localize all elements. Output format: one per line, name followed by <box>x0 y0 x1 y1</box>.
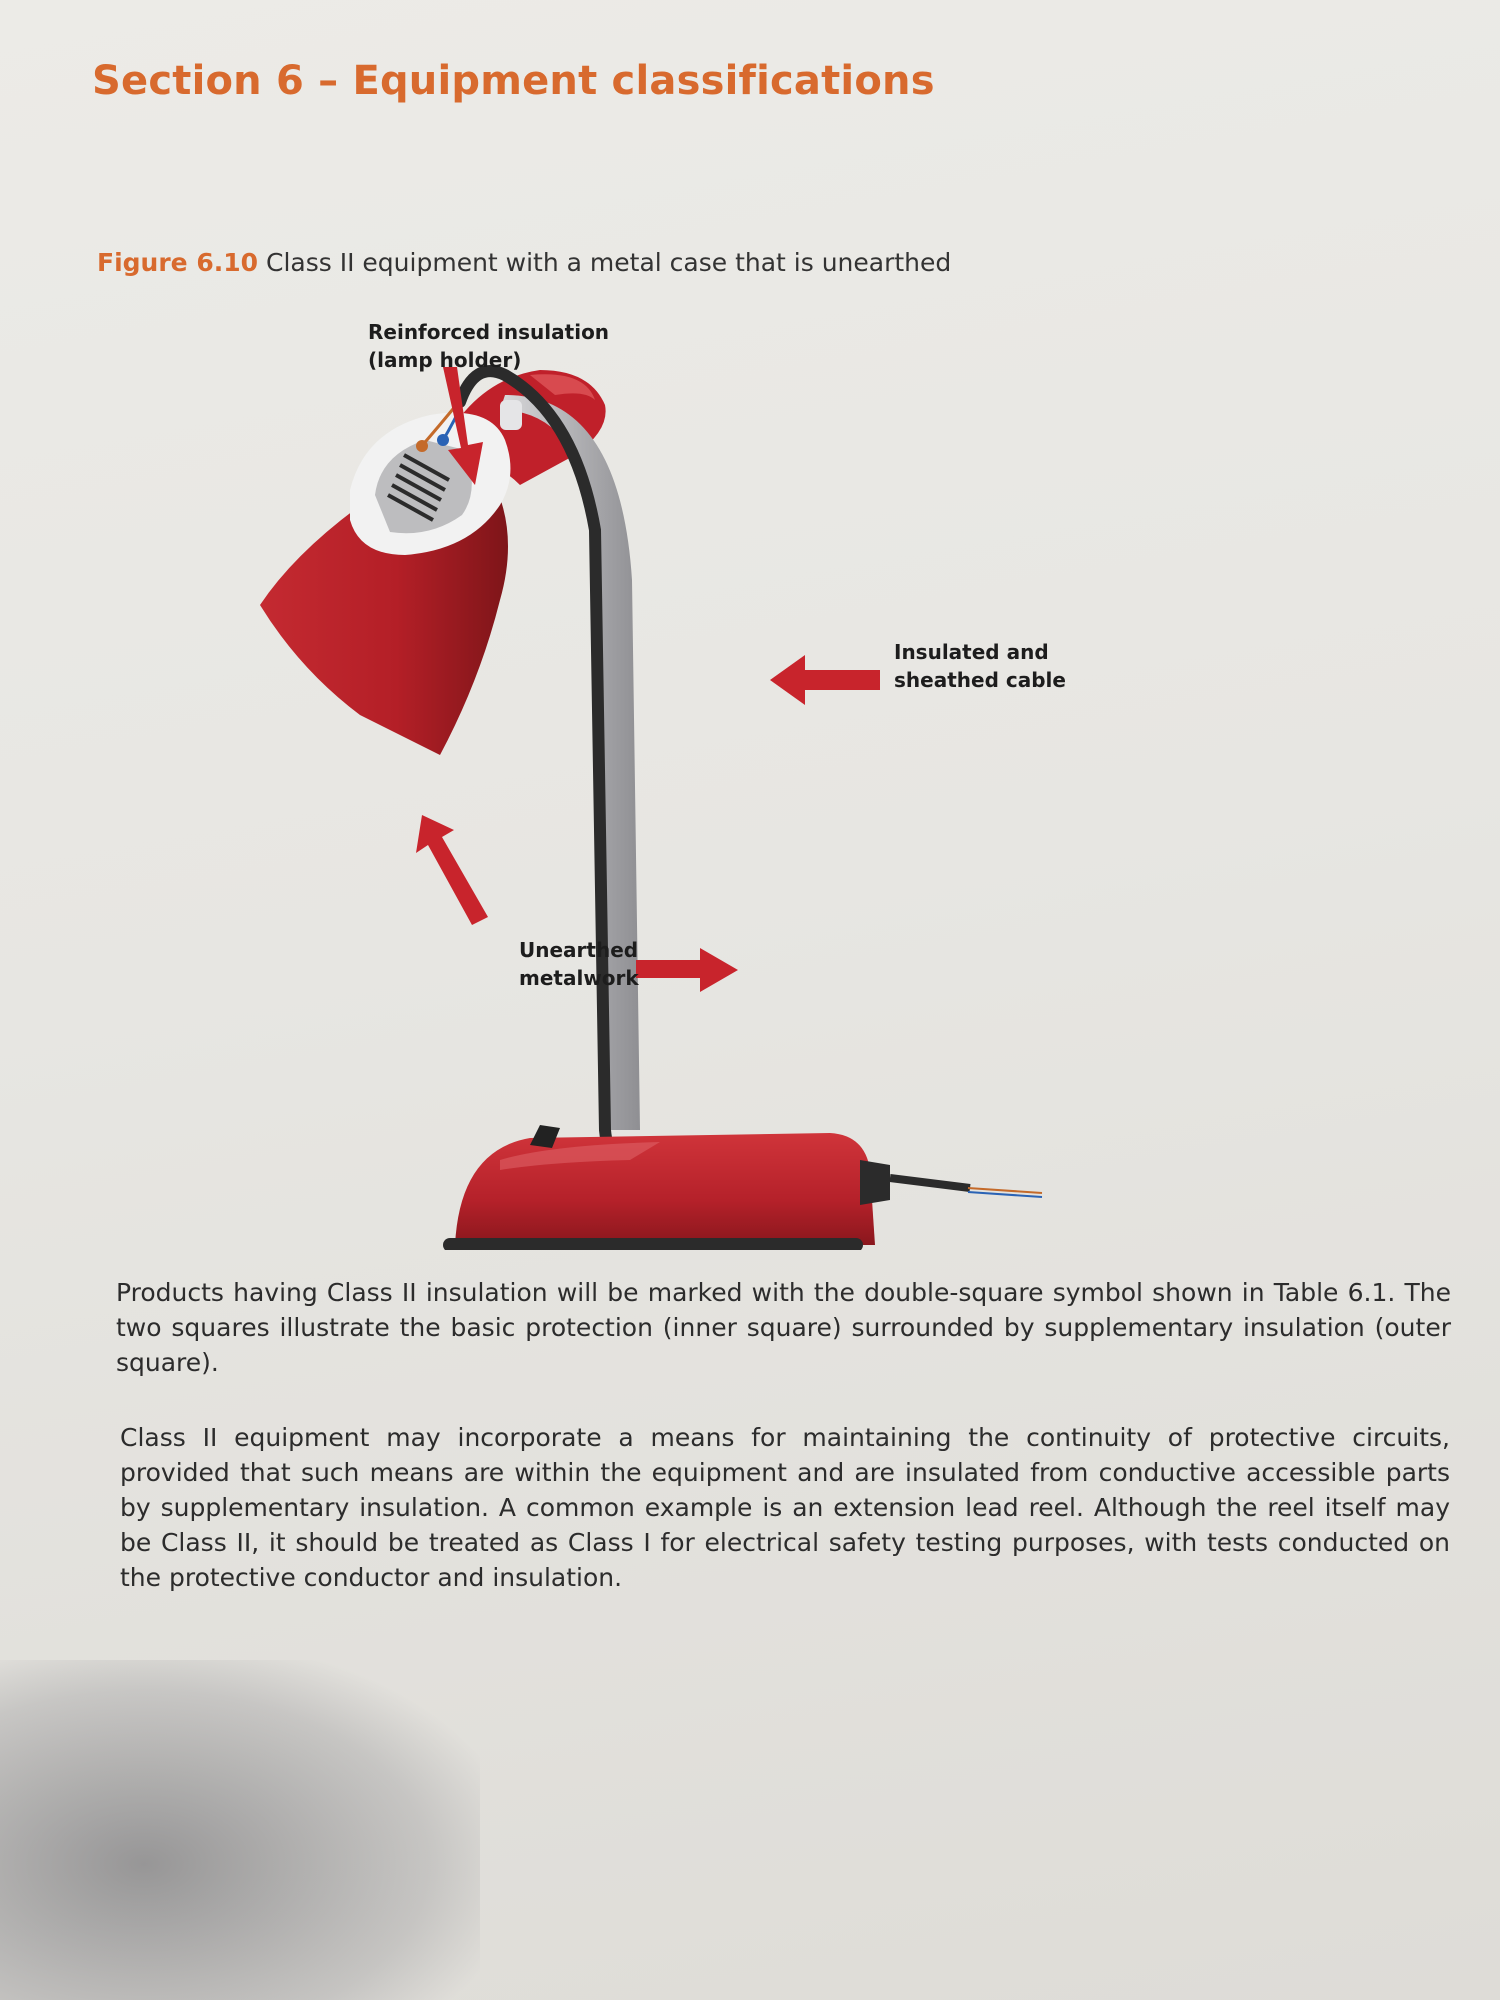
label-insulated-cable: Insulated and sheathed cable <box>894 640 1066 692</box>
page-shadow <box>0 1660 480 2000</box>
body-paragraph-2: Class II equipment may incorporate a means for maintaining the continuity of protective circuits, provided that such means are within the equipment and are insulated from conductive accessible parts by supplementary insulation. A common example is an extension lead reel. Although the reel itself may be Class II, it should be treated as Class I for electrical safety testing purposes, with tests conducted on the protective conductor and insulation. <box>120 1423 1450 1592</box>
section-title: Section 6 – Equipment classifications <box>92 58 935 104</box>
lamp-base <box>443 1125 875 1250</box>
body-paragraph-1: Products having Class II insulation will be marked with the double-square symbol shown in Table 6.1. The two squares illustrate the basic protection (inner square) surrounded by supplementary insulation (outer square). <box>116 1278 1451 1377</box>
label-reinforced-insulation: Reinforced insulation (lamp holder) <box>368 320 610 372</box>
figure-number: Figure 6.10 <box>97 248 259 277</box>
cable-grommet <box>860 1160 1042 1205</box>
figure-caption <box>97 248 951 277</box>
arrow-unearthed-metalwork-stem <box>636 948 738 992</box>
lamp-stem <box>500 395 640 1130</box>
figure-caption-text: Class II equipment with a metal case that is unearthed <box>266 248 952 277</box>
arrow-unearthed-metalwork-shade <box>416 815 488 925</box>
arrow-insulated-cable <box>770 655 880 705</box>
lamp-figure <box>200 300 1100 1250</box>
label-unearthed-metalwork: Unearthed metalwork <box>519 938 639 990</box>
lamp-illustration <box>200 300 1100 1250</box>
